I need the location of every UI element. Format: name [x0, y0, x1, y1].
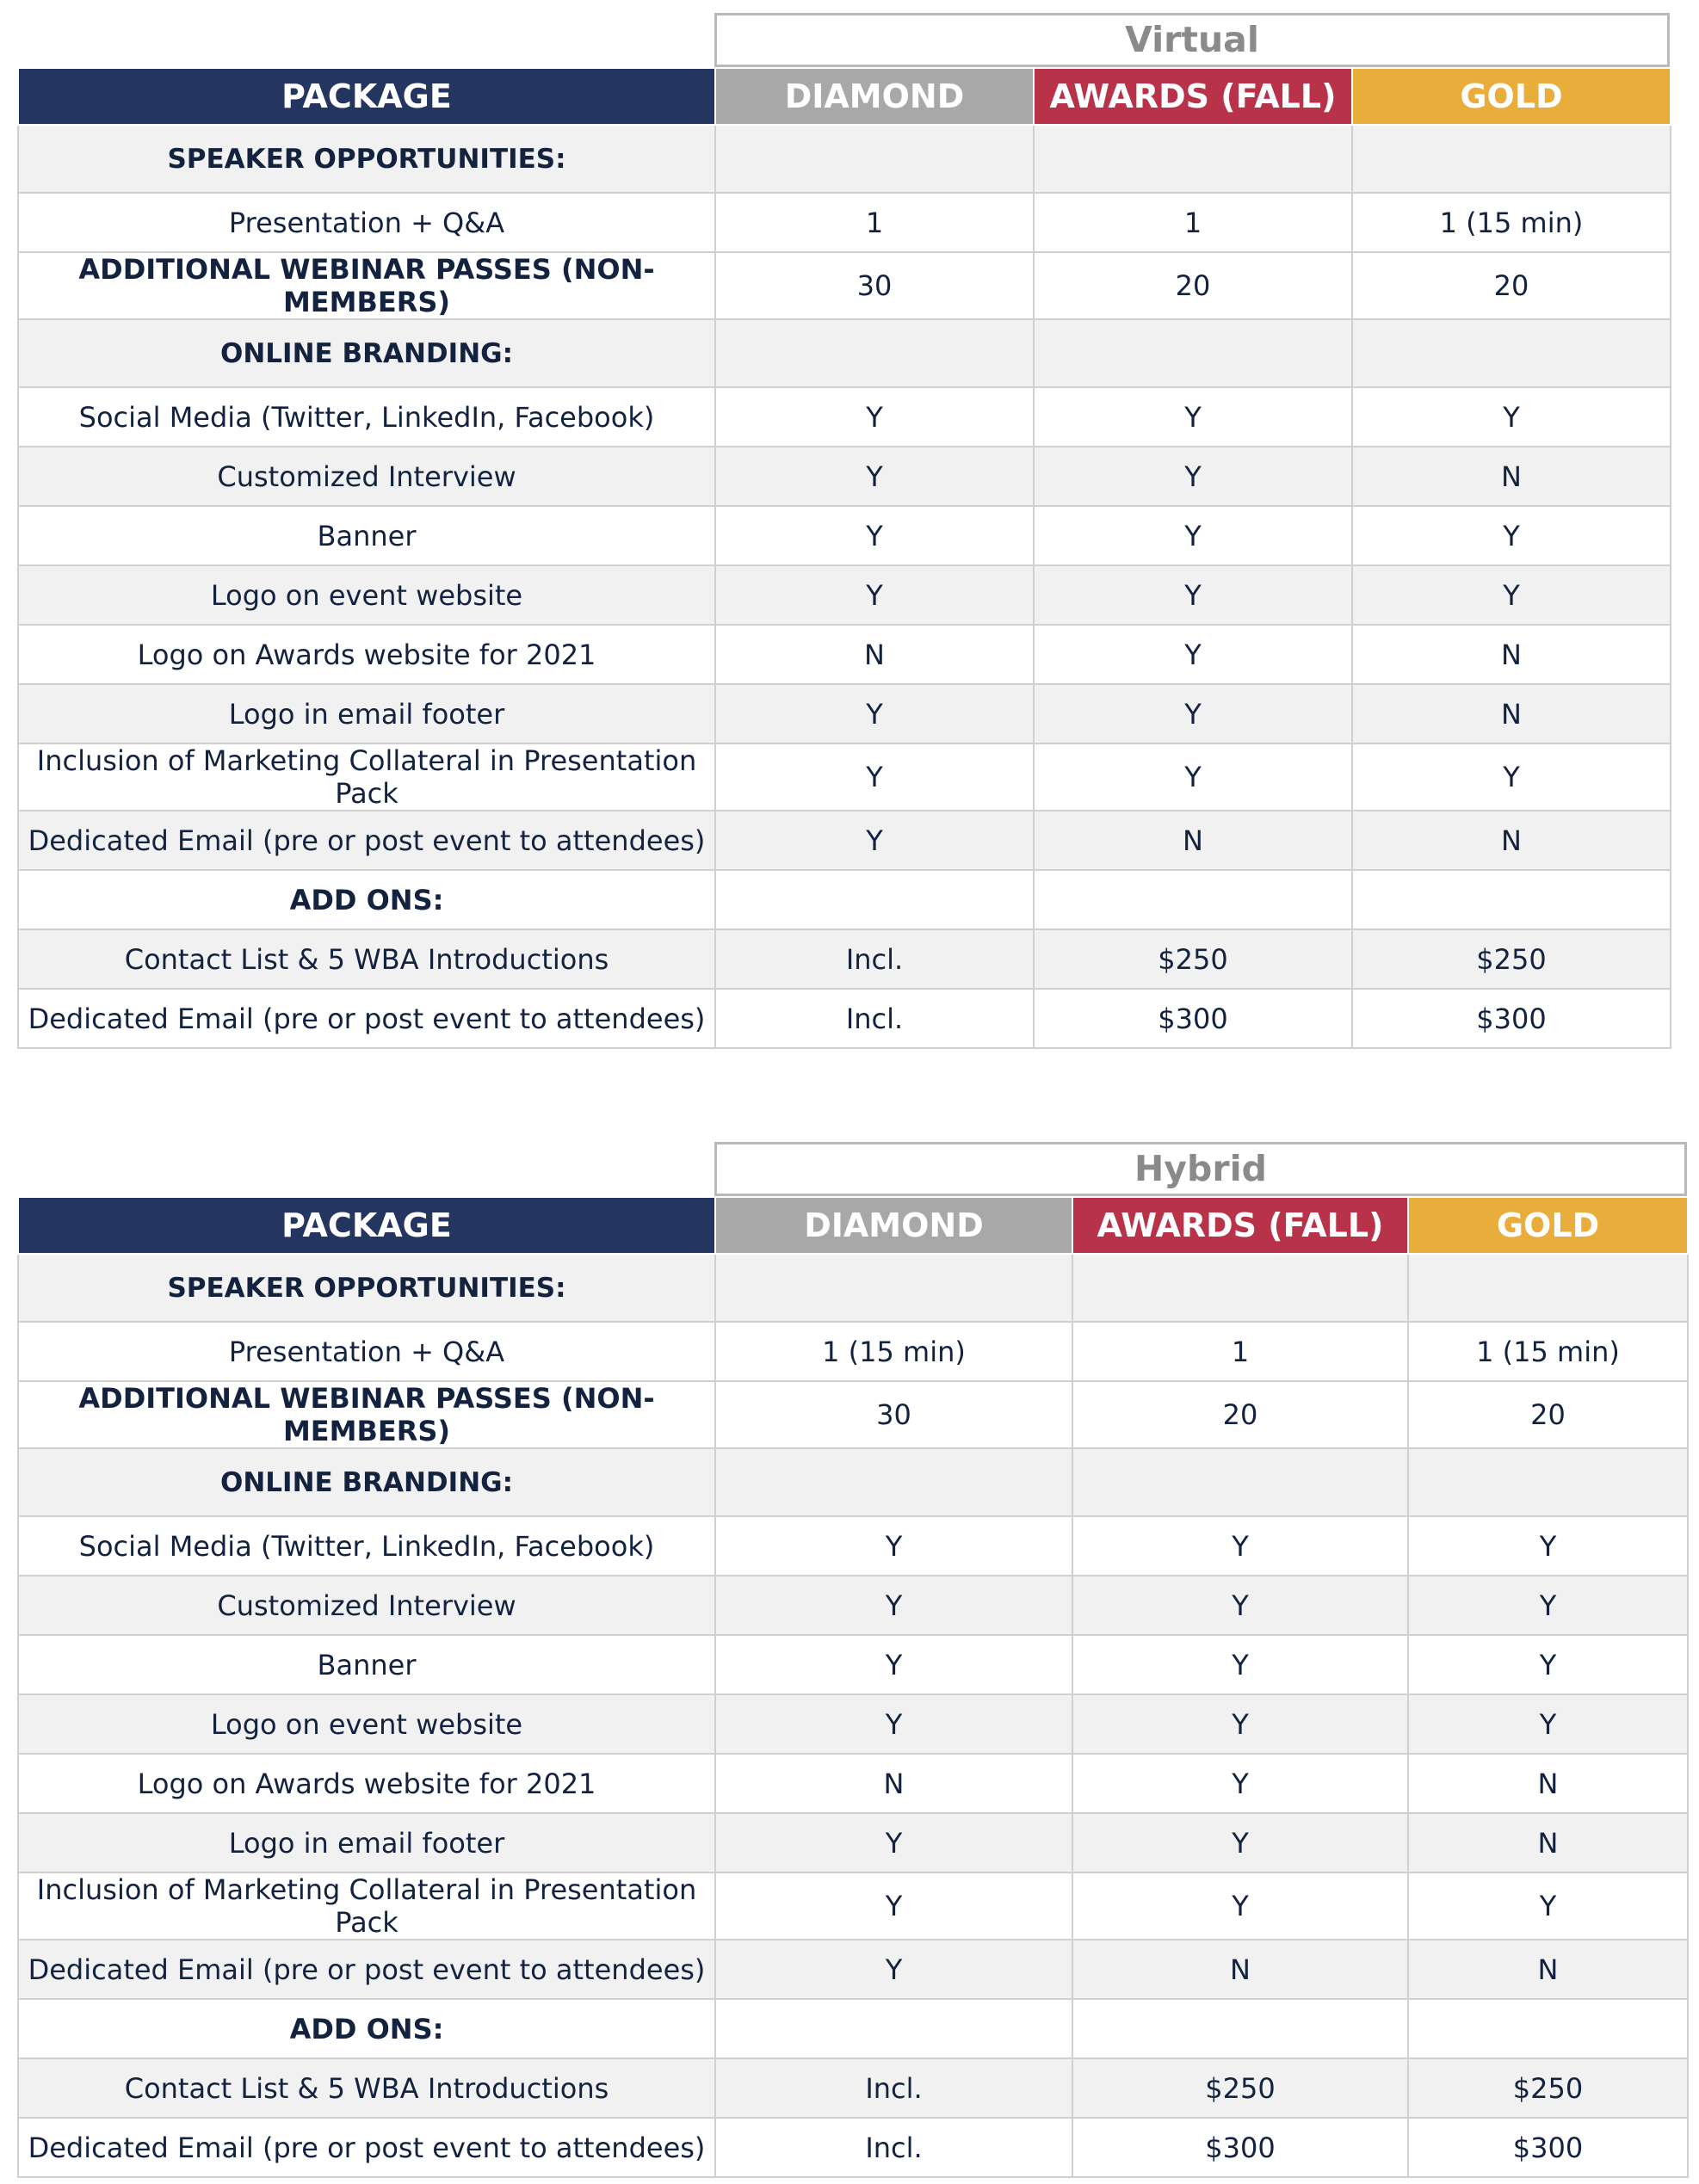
cell-awards: 20 [1072, 1381, 1408, 1448]
cell-gold: Y [1408, 1516, 1688, 1576]
table-row-section [18, 125, 1671, 193]
table-row [18, 1694, 1688, 1754]
cell-diamond: Y [715, 1635, 1072, 1694]
cell-awards: N [1034, 811, 1352, 870]
table-row [18, 252, 1671, 319]
table-row [18, 1813, 1688, 1872]
row-label: Dedicated Email (pre or post event to attendees) [18, 989, 715, 1048]
cell-awards: Y [1072, 1576, 1408, 1635]
cell-awards: Y [1034, 565, 1352, 625]
cell-diamond: Incl. [715, 2058, 1072, 2118]
row-label: Dedicated Email (pre or post event to attendees) [18, 1940, 715, 1999]
table-row [18, 1576, 1688, 1635]
table-row-section [18, 870, 1671, 929]
cell-awards: $250 [1034, 929, 1352, 989]
cell-gold: 20 [1408, 1381, 1688, 1448]
cell-diamond: Y [715, 565, 1034, 625]
table-row-section [18, 1448, 1688, 1516]
cell-gold: Y [1352, 565, 1671, 625]
cell-diamond: Y [715, 1694, 1072, 1754]
row-label: Logo in email footer [18, 1813, 715, 1872]
table-row [18, 811, 1671, 870]
column-header-diamond: DIAMOND [715, 1197, 1072, 1254]
header-row [18, 68, 1671, 125]
header-row [18, 1197, 1688, 1254]
table-row [18, 193, 1671, 252]
hybrid-package-table [17, 1196, 1689, 2178]
row-label: Presentation + Q&A [18, 1322, 715, 1381]
cell-gold: Y [1408, 1635, 1688, 1694]
row-label: Banner [18, 1635, 715, 1694]
cell-gold [1352, 870, 1671, 929]
table-row [18, 743, 1671, 811]
cell-gold: N [1352, 684, 1671, 743]
cell-gold: N [1408, 1754, 1688, 1813]
row-label: Social Media (Twitter, LinkedIn, Facebook) [18, 1516, 715, 1576]
cell-diamond: Y [715, 447, 1034, 506]
cell-gold: N [1352, 811, 1671, 870]
table-row [18, 2118, 1688, 2177]
cell-awards: Y [1072, 1813, 1408, 1872]
cell-diamond: 30 [715, 252, 1034, 319]
column-header-gold: GOLD [1352, 68, 1671, 125]
table-row [18, 1516, 1688, 1576]
cell-awards [1072, 1254, 1408, 1322]
cell-awards: $300 [1072, 2118, 1408, 2177]
cell-diamond: Y [715, 1813, 1072, 1872]
table-row-section [18, 1254, 1688, 1322]
row-label: ADDITIONAL WEBINAR PASSES (NON-MEMBERS) [18, 1381, 715, 1448]
cell-diamond: Y [715, 1576, 1072, 1635]
caption-row [17, 13, 1670, 67]
cell-awards: Y [1034, 447, 1352, 506]
column-header-awards: AWARDS (FALL) [1072, 1197, 1408, 1254]
cell-awards: Y [1034, 506, 1352, 565]
row-label: ADD ONS: [18, 870, 715, 929]
cell-awards: Y [1034, 743, 1352, 811]
table-row [18, 1872, 1688, 1940]
row-label: SPEAKER OPPORTUNITIES: [18, 125, 715, 193]
cell-awards: $300 [1034, 989, 1352, 1048]
cell-diamond: N [715, 1754, 1072, 1813]
table-row [18, 2058, 1688, 2118]
column-header-package: PACKAGE [18, 68, 715, 125]
cell-diamond: Y [715, 1516, 1072, 1576]
virtual-package-table-block [17, 13, 1670, 1049]
cell-diamond [715, 1448, 1072, 1516]
row-label: Contact List & 5 WBA Introductions [18, 929, 715, 989]
cell-gold: Y [1352, 387, 1671, 447]
row-label: Logo on Awards website for 2021 [18, 1754, 715, 1813]
cell-gold: N [1408, 1940, 1688, 1999]
cell-gold: 1 (15 min) [1408, 1322, 1688, 1381]
column-header-awards: AWARDS (FALL) [1034, 68, 1352, 125]
cell-diamond: Y [715, 506, 1034, 565]
table-row [18, 1381, 1688, 1448]
row-label: ADDITIONAL WEBINAR PASSES (NON-MEMBERS) [18, 252, 715, 319]
table-row [18, 684, 1671, 743]
cell-diamond [715, 1999, 1072, 2058]
cell-awards: Y [1072, 1635, 1408, 1694]
column-header-package: PACKAGE [18, 1197, 715, 1254]
table-row-section [18, 1999, 1688, 2058]
cell-diamond: Y [715, 387, 1034, 447]
table-row [18, 1635, 1688, 1694]
cell-gold: N [1408, 1813, 1688, 1872]
cell-gold: $250 [1352, 929, 1671, 989]
row-label: Dedicated Email (pre or post event to attendees) [18, 2118, 715, 2177]
cell-diamond [715, 319, 1034, 387]
cell-awards: N [1072, 1940, 1408, 1999]
cell-awards: 20 [1034, 252, 1352, 319]
cell-awards [1072, 1999, 1408, 2058]
cell-gold [1408, 1448, 1688, 1516]
cell-diamond: Y [715, 684, 1034, 743]
row-label: Customized Interview [18, 447, 715, 506]
virtual-package-table [17, 67, 1671, 1049]
cell-diamond: Y [715, 1872, 1072, 1940]
cell-gold [1352, 125, 1671, 193]
cell-gold: Y [1408, 1576, 1688, 1635]
cell-gold: Y [1408, 1872, 1688, 1940]
cell-diamond: Incl. [715, 2118, 1072, 2177]
cell-diamond: 30 [715, 1381, 1072, 1448]
cell-awards: Y [1072, 1872, 1408, 1940]
row-label: ONLINE BRANDING: [18, 1448, 715, 1516]
table-caption-virtual: Virtual [714, 13, 1670, 67]
row-label: Presentation + Q&A [18, 193, 715, 252]
table-row [18, 387, 1671, 447]
row-label: Logo on event website [18, 1694, 715, 1754]
row-label: Customized Interview [18, 1576, 715, 1635]
cell-awards: $250 [1072, 2058, 1408, 2118]
cell-gold [1408, 1254, 1688, 1322]
row-label: Contact List & 5 WBA Introductions [18, 2058, 715, 2118]
caption-row [17, 1142, 1687, 1196]
cell-awards: Y [1034, 387, 1352, 447]
cell-diamond [715, 1254, 1072, 1322]
cell-gold: N [1352, 447, 1671, 506]
cell-awards [1034, 319, 1352, 387]
row-label: ADD ONS: [18, 1999, 715, 2058]
cell-awards: 1 [1072, 1322, 1408, 1381]
column-header-diamond: DIAMOND [715, 68, 1034, 125]
cell-awards: Y [1072, 1694, 1408, 1754]
table-caption-hybrid: Hybrid [714, 1142, 1687, 1196]
cell-diamond: 1 (15 min) [715, 1322, 1072, 1381]
cell-gold: $300 [1408, 2118, 1688, 2177]
cell-gold: 1 (15 min) [1352, 193, 1671, 252]
cell-awards: Y [1034, 684, 1352, 743]
row-label: SPEAKER OPPORTUNITIES: [18, 1254, 715, 1322]
row-label: Logo in email footer [18, 684, 715, 743]
table-row [18, 989, 1671, 1048]
cell-gold: $250 [1408, 2058, 1688, 2118]
cell-diamond [715, 125, 1034, 193]
cell-gold: $300 [1352, 989, 1671, 1048]
row-label: Inclusion of Marketing Collateral in Presentation Pack [18, 1872, 715, 1940]
column-header-gold: GOLD [1408, 1197, 1688, 1254]
cell-gold [1352, 319, 1671, 387]
table-row [18, 1754, 1688, 1813]
cell-awards [1072, 1448, 1408, 1516]
cell-gold [1408, 1999, 1688, 2058]
cell-awards [1034, 870, 1352, 929]
row-label: ONLINE BRANDING: [18, 319, 715, 387]
cell-awards: Y [1034, 625, 1352, 684]
cell-diamond: Y [715, 1940, 1072, 1999]
hybrid-package-table-block [17, 1142, 1687, 2178]
cell-diamond: Incl. [715, 929, 1034, 989]
cell-gold: 20 [1352, 252, 1671, 319]
row-label: Inclusion of Marketing Collateral in Presentation Pack [18, 743, 715, 811]
row-label: Logo on event website [18, 565, 715, 625]
table-row [18, 1322, 1688, 1381]
cell-diamond: Incl. [715, 989, 1034, 1048]
row-label: Social Media (Twitter, LinkedIn, Facebook) [18, 387, 715, 447]
table-row [18, 565, 1671, 625]
cell-awards: 1 [1034, 193, 1352, 252]
cell-awards: Y [1072, 1516, 1408, 1576]
cell-diamond: 1 [715, 193, 1034, 252]
row-label: Logo on Awards website for 2021 [18, 625, 715, 684]
cell-gold: N [1352, 625, 1671, 684]
cell-awards: Y [1072, 1754, 1408, 1813]
cell-diamond: N [715, 625, 1034, 684]
cell-gold: Y [1352, 506, 1671, 565]
table-row [18, 1940, 1688, 1999]
table-row [18, 929, 1671, 989]
cell-gold: Y [1408, 1694, 1688, 1754]
table-row [18, 447, 1671, 506]
row-label: Dedicated Email (pre or post event to attendees) [18, 811, 715, 870]
cell-diamond: Y [715, 743, 1034, 811]
row-label: Banner [18, 506, 715, 565]
cell-gold: Y [1352, 743, 1671, 811]
table-row [18, 625, 1671, 684]
table-row-section [18, 319, 1671, 387]
table-row [18, 506, 1671, 565]
cell-diamond: Y [715, 811, 1034, 870]
cell-diamond [715, 870, 1034, 929]
cell-awards [1034, 125, 1352, 193]
